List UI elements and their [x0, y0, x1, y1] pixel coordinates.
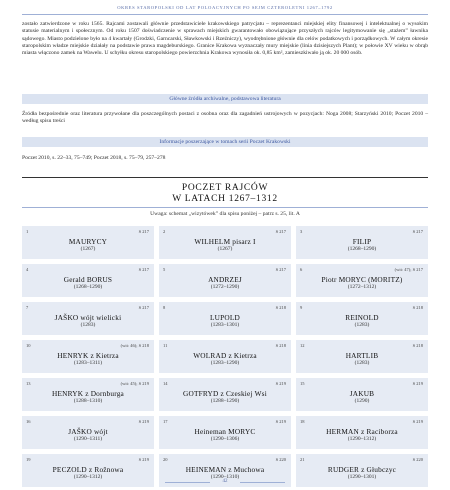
section-bottom-rule	[22, 207, 428, 208]
entry-reference: S 217	[138, 229, 149, 234]
entry-dates: (1267)	[217, 246, 233, 252]
entry-reference: (wit: 46); S 218	[120, 343, 149, 348]
entry-name: JAŠKO wójt	[68, 427, 108, 436]
entry-reference: S 218	[275, 305, 286, 310]
entry-name: HARTLIB	[345, 351, 379, 360]
info-band	[22, 137, 428, 147]
entry-dates: (1267)	[80, 246, 96, 252]
entry-number: 9	[300, 305, 303, 310]
entry-number: 2	[163, 229, 166, 234]
section-top-rule	[22, 177, 428, 178]
entry-dates: (1268–1290)	[73, 284, 103, 290]
entry-dates: (1283–1311)	[73, 360, 103, 366]
councillor-card	[22, 264, 154, 297]
entry-dates: (1288–1290)	[210, 398, 240, 404]
councillor-card	[22, 226, 154, 259]
entry-dates: (1283–1301)	[210, 322, 240, 328]
councillor-card	[22, 416, 154, 449]
entry-number: 15	[300, 381, 305, 386]
entry-dates: (1268–1290)	[347, 246, 377, 252]
entry-reference: S 217	[275, 229, 286, 234]
entry-number: 20	[163, 457, 168, 462]
entry-name: HEINEMAN z Muchowa	[185, 465, 265, 474]
entry-number: 16	[26, 419, 31, 424]
councillor-card	[159, 302, 291, 335]
entry-number: 1	[26, 229, 29, 234]
header-rule	[22, 14, 428, 15]
intro-paragraph: zostało zatwierdzone w roku 1565. Rajcami zostawali głównie przedstawiciele krakowskiego patrycjatu – reprezentanci miejskiej elity finansowej i intelektualnej o wysokim statusie materialnym i społecznym. Od roku 1507 doświadczenie w sprawach miejskich gwarantowało obowiązujące przyszłych rajców legitymowanie się „stażem” ławnika sądowego. Miasto podzielone było na 4 kwartały (Grodzki, Garncarski, Sławkowski i Rzeźniczy), wyodrębnione głównie dla celów podatkowych i porządkowych. W całym okresie staropolskim władze miejskie działały na podstawie prawa magdeburskiego. Granice Krakowa wyznaczały mury miejskie (linia dzisiejszych Plant); w połowie XV wieku w obrąb miasta włączono zamek na Wawelu. U schyłku okresu staropolskiego powierzchnia Krakowa wynosiła ok. 0,85 km², zamieszkiwało ją ok. 20 000 osób.	[22, 21, 428, 57]
entry-name: HENRYK z Dornburga	[52, 389, 124, 398]
councillor-card	[22, 378, 154, 411]
entry-name: Gerald BORUS	[63, 275, 113, 284]
entry-dates: (1290–1306)	[210, 436, 240, 442]
entry-name: JAKUB	[349, 389, 375, 398]
entry-dates: (1283)	[354, 322, 370, 328]
sources-band	[22, 94, 428, 104]
entry-reference: S 219	[138, 457, 149, 462]
section-title-line2: W LATACH 1267–1312	[172, 194, 278, 204]
entry-dates: (1290–1311)	[73, 436, 103, 442]
entry-dates: (1290–1310)	[210, 474, 240, 480]
entry-number: 14	[163, 381, 168, 386]
entry-reference: S 220	[412, 457, 423, 462]
entry-reference: (wit: 47); S 217	[394, 267, 423, 272]
entry-reference: S 219	[275, 419, 286, 424]
page-number: 42	[222, 479, 228, 484]
councillor-card	[22, 340, 154, 373]
entry-dates: (1290–1312)	[73, 474, 103, 480]
entry-dates: (1272–1290)	[210, 284, 240, 290]
entry-name: Heineman MORYC	[194, 427, 256, 436]
entry-number: 19	[26, 457, 31, 462]
entry-number: 5	[163, 267, 166, 272]
entry-name: LUPOLD	[210, 313, 240, 322]
entry-reference: S 219	[275, 381, 286, 386]
info-band-label: Informacje poszerzające w tomach serii Poczet Krakowski	[159, 139, 291, 145]
entry-reference: (wit: 45); S 219	[120, 381, 149, 386]
entry-dates: (1272–1312)	[347, 284, 377, 290]
entry-number: 8	[163, 305, 166, 310]
councillor-card	[296, 264, 428, 297]
entry-number: 12	[300, 343, 305, 348]
entry-reference: S 219	[412, 381, 423, 386]
councillor-card	[22, 302, 154, 335]
entry-name: RUDGER z Głubczyc	[327, 465, 397, 474]
entry-number: 7	[26, 305, 29, 310]
entry-dates: (1290–1312)	[347, 436, 377, 442]
entry-reference: S 218	[275, 343, 286, 348]
entry-name: WILHELM pisarz I	[194, 237, 256, 246]
entry-reference: S 219	[412, 419, 423, 424]
entry-reference: S 220	[275, 457, 286, 462]
entry-dates: (1288–1310)	[73, 398, 103, 404]
entry-reference: S 217	[138, 267, 149, 272]
councillor-card	[159, 264, 291, 297]
entry-reference: S 218	[412, 305, 423, 310]
running-header: OKRES STAROPOLSKI OD LAT POLOACYJNYCH PO SEJM CZTEROLETNI 1267–1792	[117, 5, 333, 10]
councillor-grid	[22, 226, 430, 487]
entry-dates: (1290–1301)	[347, 474, 377, 480]
entry-number: 17	[163, 419, 168, 424]
entry-dates: (1290)	[354, 398, 370, 404]
page-number-line-right	[240, 482, 285, 483]
entry-name: FILIP	[352, 237, 372, 246]
entry-number: 13	[26, 381, 31, 386]
entry-name: WOLRAD z Kietrza	[193, 351, 257, 360]
entry-name: MAURYCY	[68, 237, 108, 246]
entry-name: GOTFRYD z Czeskiej Wsi	[183, 389, 267, 398]
section-title-line1: POCZET RAJCÓW	[181, 183, 269, 193]
councillor-card	[296, 340, 428, 373]
entry-reference: S 217	[275, 267, 286, 272]
entry-number: 21	[300, 457, 305, 462]
entry-number: 18	[300, 419, 305, 424]
sources-text: Źródła bezpośrednie oraz literatura przywołane dla poszczególnych postaci z osobna oraz dla zagadnień ustrojowych w pozycjach: Noga 2008; Starzyński 2010; Poczet 2010 – według spisu treści	[22, 111, 428, 125]
entry-name: ANDRZEJ	[208, 275, 242, 284]
entry-name: HERMAN z Raciborza	[326, 427, 398, 436]
councillor-card	[159, 226, 291, 259]
entry-name: HENRYK z Kietrza	[57, 351, 119, 360]
entry-name: REINOLD	[345, 313, 379, 322]
section-note: Uwaga: schemat „wizytówek” dla spisu poniżej – patrz s. 25, lit. A	[150, 211, 300, 217]
entry-name: PECZOLD z Rožnowa	[52, 465, 124, 474]
sources-band-label: Główne źródła archiwalne, podstawowa literatura	[169, 96, 281, 102]
entry-dates: (1283–1290)	[210, 360, 240, 366]
councillor-card	[296, 302, 428, 335]
councillor-card	[296, 226, 428, 259]
section-title	[22, 183, 428, 205]
entry-number: 6	[300, 267, 303, 272]
entry-reference: S 217	[138, 305, 149, 310]
entry-reference: S 218	[412, 343, 423, 348]
councillor-card	[159, 378, 291, 411]
entry-name: Piotr MORYC (MORITZ)	[321, 275, 403, 284]
info-text: Poczet 2010, s. 22–33, 75–749; Poczet 2018, s. 75–79, 257–278	[22, 155, 166, 161]
entry-number: 3	[300, 229, 303, 234]
entry-name: JAŠKO wójt wielicki	[54, 313, 122, 322]
entry-dates: (1283)	[80, 322, 96, 328]
councillor-card	[296, 378, 428, 411]
entry-number: 11	[163, 343, 168, 348]
entry-reference: S 219	[138, 419, 149, 424]
entry-dates: (1283)	[354, 360, 370, 366]
entry-number: 4	[26, 267, 29, 272]
councillor-card	[159, 416, 291, 449]
councillor-card	[159, 340, 291, 373]
entry-number: 10	[26, 343, 31, 348]
entry-reference: S 217	[412, 229, 423, 234]
councillor-card	[296, 416, 428, 449]
